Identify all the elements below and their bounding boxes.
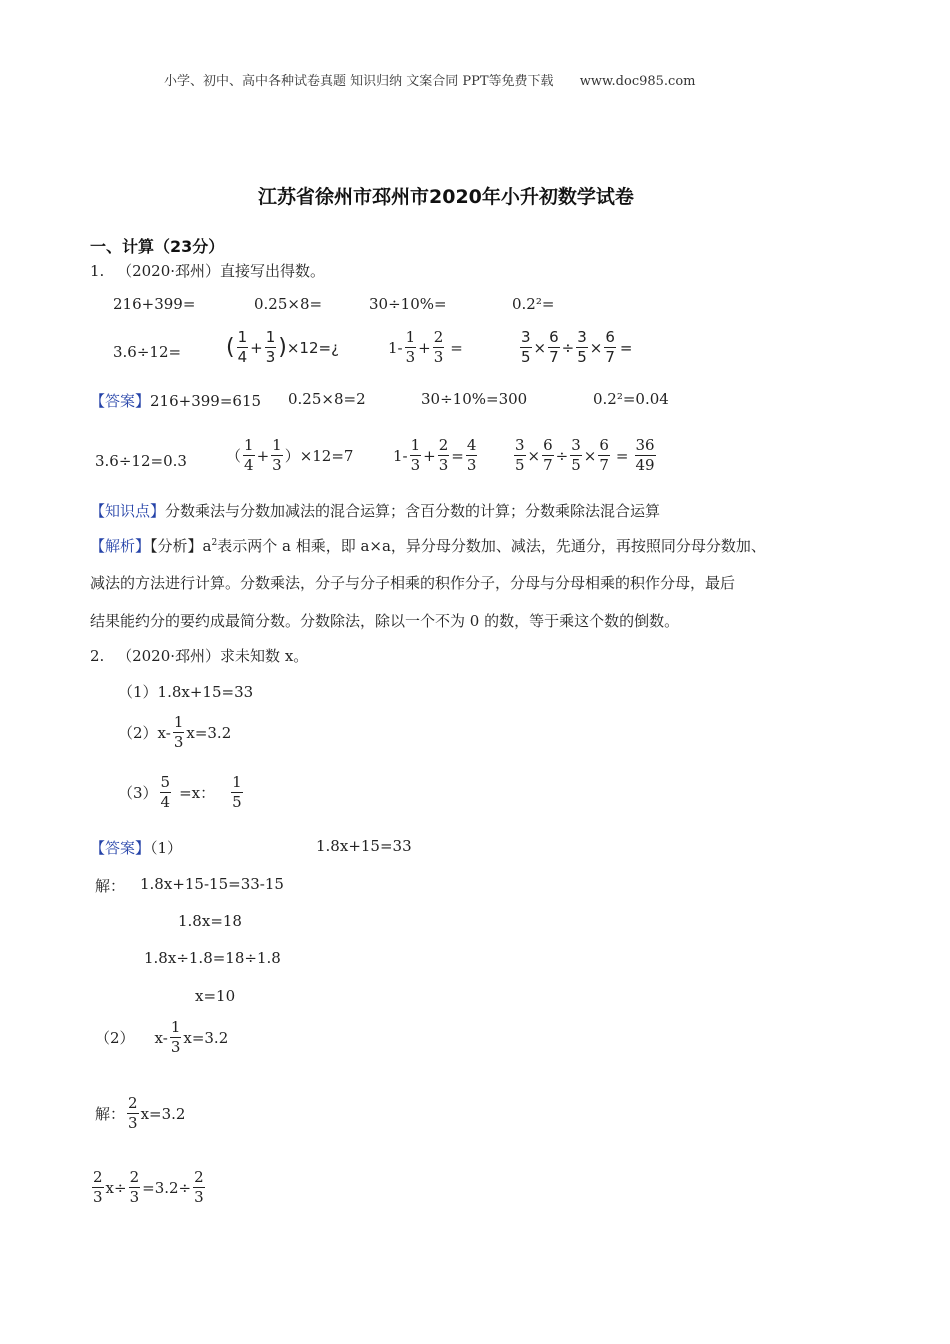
fraction: $\frac{6}{7}$ [543, 436, 553, 474]
fraction: $\frac{1}{3}$ [170, 1018, 181, 1056]
fraction: $\frac{1}{3}$ [173, 713, 184, 751]
fraction: $\frac{2}{3}$ [128, 1094, 138, 1132]
fraction: $\frac{2}{3}$ [438, 436, 449, 474]
fraction: $\frac{1}{3}$ [265, 328, 276, 366]
answer-value: 0.25×8=2 [288, 390, 366, 408]
fraction: $\frac{3}{5}$ [515, 436, 525, 474]
question-2-stem [90, 645, 308, 666]
q1-expr: 0.2²= [512, 295, 555, 313]
fraction: $\frac{1}{3}$ [410, 436, 421, 474]
answer-fraction-expr: （ $\frac{1}{4}$ + $\frac{1}{3}$ ）×12=7 [226, 436, 354, 474]
fraction: $\frac{1}{3}$ [405, 328, 416, 366]
q2-part-1: （1）1.8x+15=33 [118, 683, 254, 701]
question-number: 1. [90, 262, 105, 280]
answer-tag: 【答案】 [90, 839, 151, 857]
fraction: $\frac{3}{5}$ [521, 328, 531, 366]
fraction: $\frac{3}{5}$ [577, 328, 587, 366]
solution-step-2: $\frac{2}{3}$ x÷ $\frac{2}{3}$ =3.2÷ $\frac{2}{3}$ [93, 1168, 204, 1206]
fraction: $\frac{4}{3}$ [466, 436, 477, 474]
fraction: $\frac{3}{5}$ [571, 436, 581, 474]
question-number: 2. [90, 647, 105, 665]
answer-line: 【答案】216+399=615 [90, 392, 262, 410]
fraction: $\frac{1}{4}$ [237, 328, 248, 366]
fraction: $\frac{1}{3}$ [272, 436, 282, 474]
fraction: $\frac{36}{49}$ [635, 436, 655, 474]
question-source: （2020·邳州） [117, 647, 221, 665]
fraction: $\frac{1}{5}$ [232, 773, 242, 811]
document-title: 江苏省徐州市邳州市2020年小升初数学试卷 [258, 186, 634, 208]
header-banner [164, 70, 695, 89]
header-text: 小学、初中、高中各种试卷真题 知识归纳 文案合同 PPT等免费下载 [164, 74, 554, 89]
knowledge-text: 分数乘法与分数加减法的混合运算；含百分数的计算；分数乘除法混合运算 [165, 502, 661, 520]
question-source: （2020·邳州） [117, 262, 221, 280]
fraction: $\frac{5}{4}$ [160, 773, 171, 811]
q1-expr: 216+399= [113, 295, 196, 313]
question-text: 直接写出得数。 [220, 262, 326, 280]
fraction: $\frac{6}{7}$ [549, 328, 559, 366]
answer-fraction-expr: 1- $\frac{1}{3}$ + $\frac{2}{3}$ = $\frac{4}{3}$ [393, 436, 477, 474]
solution-part-2: 解： $\frac{2}{3}$ x=3.2 [95, 1094, 186, 1132]
answer-part-2: （2） x- $\frac{1}{3}$ x=3.2 [95, 1018, 229, 1056]
answer-tag: 【答案】 [90, 392, 151, 410]
answer-value: 0.2²=0.04 [593, 390, 669, 408]
q1-expr: 0.25×8= [254, 295, 323, 313]
q2-part-2: （2）x- $\frac{1}{3}$ x=3.2 [118, 713, 232, 751]
answer-value: 3.6÷12=0.3 [95, 452, 187, 470]
solution-step: 1.8x+15-15=33-15 [140, 875, 284, 893]
q1-fraction-expr: $\frac{3}{5}$ × $\frac{6}{7}$ ÷ $\frac{3}{5}$ × $\frac{6}{7}$ = [521, 328, 633, 366]
fraction: $\frac{2}{3}$ [93, 1168, 103, 1206]
answer-value: 30÷10%=300 [421, 390, 528, 408]
analysis-tag: 【解析】 [90, 537, 151, 555]
question-text: 求未知数 x。 [220, 647, 309, 665]
answer-equation: 1.8x+15=33 [316, 837, 412, 855]
q1-fraction-expr: ( $\frac{1}{4}$ + $\frac{1}{3}$ ) ×12=¿ [226, 328, 340, 366]
section-heading: 一、计算（23分） [90, 237, 225, 256]
solution-step: x=10 [195, 987, 236, 1005]
answer-line: 【答案】（1） [90, 839, 183, 857]
analysis-line-2: 减法的方法进行计算。分数乘法，分子与分子相乘的积作分子，分母与分母相乘的积作分母，最后 [90, 574, 736, 592]
fraction: $\frac{2}{3}$ [433, 328, 444, 366]
header-site-link[interactable]: www.doc985.com [579, 74, 696, 89]
q1-expr: 30÷10%= [369, 295, 447, 313]
fraction: $\frac{2}{3}$ [129, 1168, 140, 1206]
q2-part-3: （3） $\frac{5}{4}$ =x： $\frac{1}{5}$ [118, 773, 242, 811]
knowledge-tag: 【知识点】 [90, 502, 166, 520]
solution-step: 1.8x=18 [178, 912, 242, 930]
fraction: $\frac{6}{7}$ [599, 436, 609, 474]
answer-fraction-expr: $\frac{3}{5}$ × $\frac{6}{7}$ ÷ $\frac{3}{5}$ × $\frac{6}{7}$ = $\frac{36}{49}$ [515, 436, 655, 474]
q1-expr: 3.6÷12= [113, 343, 182, 361]
fraction: $\frac{6}{7}$ [605, 328, 615, 366]
q1-fraction-expr: 1- $\frac{1}{3}$ + $\frac{2}{3}$ = [388, 328, 463, 366]
question-1-stem [90, 260, 325, 281]
analysis-line-1: 【解析】【分析】$a^2$表示两个 a 相乘，即 a×a，异分母分数加、减法，先通分，再按照同分母分数加、 [90, 537, 766, 555]
analysis-line-3: 结果能约分的要约成最简分数。分数除法，除以一个不为 0 的数，等于乘这个数的倒数。 [90, 612, 680, 630]
fraction: $\frac{2}{3}$ [194, 1168, 204, 1206]
solution-label: 解： [95, 877, 126, 895]
solution-step: 1.8x÷1.8=18÷1.8 [144, 949, 281, 967]
fraction: $\frac{1}{4}$ [244, 436, 254, 474]
knowledge-line [90, 500, 660, 521]
